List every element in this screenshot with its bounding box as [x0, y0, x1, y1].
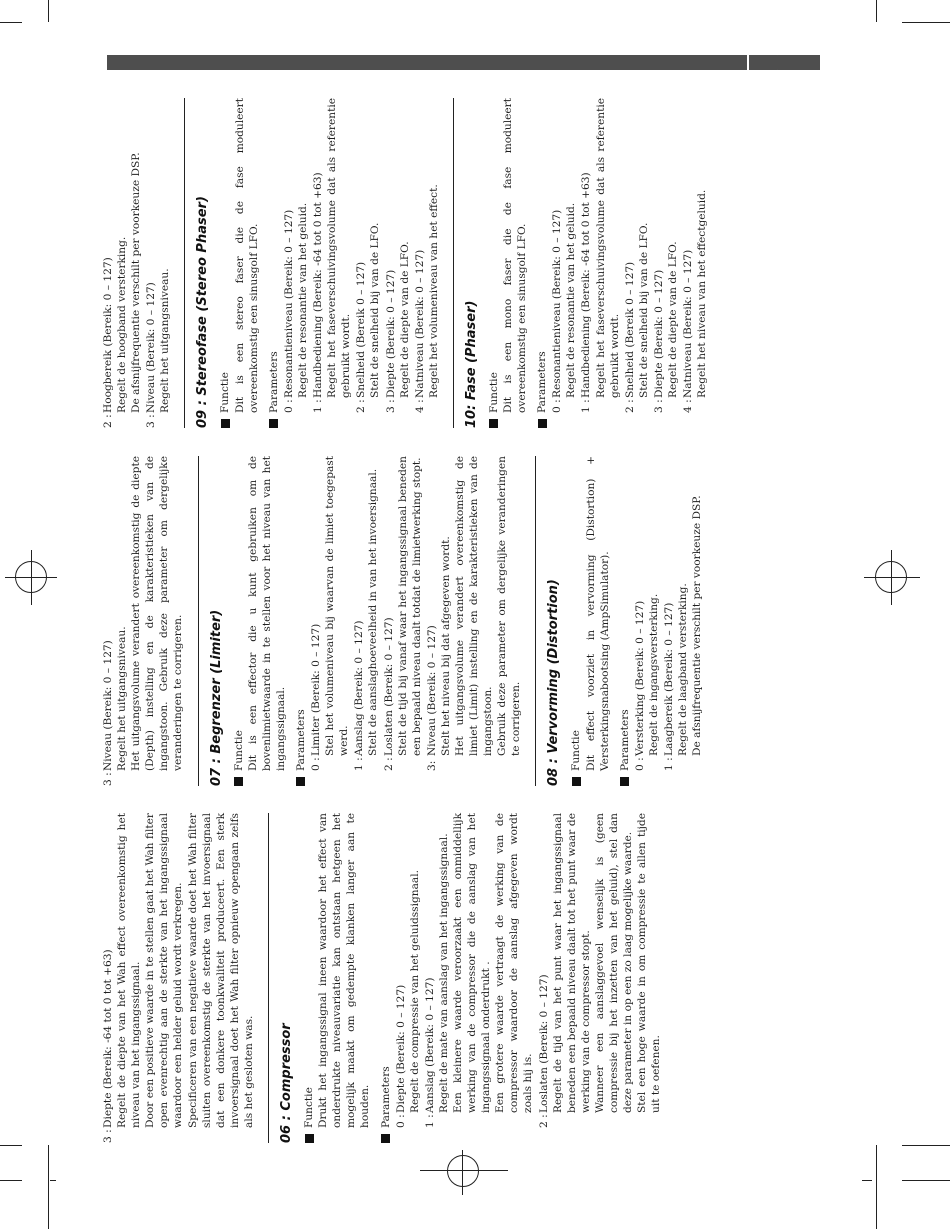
item-line: Regelt het niveau van het effectgeluid. — [696, 189, 709, 398]
crop-mark — [876, 0, 877, 22]
item-desc: Regelt de diepte van het Wah effect overeenkomstig het niveau van het ingangssignaal. — [116, 813, 143, 1128]
item-line: De afsnijfrequentie verschilt per voorkeuze DSP. — [130, 152, 143, 413]
functie-label: Functie — [303, 1087, 316, 1128]
item-title: Niveau (Bereik: 0 – 127) — [102, 640, 114, 771]
item-line: Regelt de diepte van de LFO. — [398, 241, 411, 398]
section-heading: 07 : Begrenzer (Limiter) — [198, 456, 225, 786]
item-title: Handbediening (Bereik: -64 tot 0 tot +63) — [312, 172, 325, 398]
column-2 — [100, 456, 704, 786]
functie-text: Dit effect voorziet in vervorming (Distortion) + Versterkingsnabootsing (AmpSimulator). — [584, 456, 611, 771]
registration-circle — [875, 561, 907, 593]
functie-text: Drukt het ingangssignal ineen waardoor het effect van onderdrukte niveauvariatie kan ontstaan hetgeen het mogelijk maakt om gedempte klanken langer aan te houden. — [317, 813, 372, 1128]
square-bullet-icon — [234, 777, 243, 786]
item-number: 1 : — [580, 399, 593, 413]
item-number: 2 : — [102, 414, 114, 428]
item-line: Regelt het faseverschuivingsvolume dat als referentie gebruikt wordt. — [326, 98, 353, 398]
section-heading: 10: Fase (Phaser) — [453, 98, 480, 428]
item-desc: Regelt het uitgangsniveau. — [116, 626, 129, 771]
crop-mark — [0, 1180, 22, 1181]
functie-text: Dit is een effector die u kunt gebruiken om de bovenlimietwaarde in te stellen voor het niveau van het ingangssignaal. — [246, 456, 287, 771]
item-title: Niveau (Bereik: 0 – 127) — [425, 625, 438, 756]
item-paragraph: Door een positieve waarde in te stellen gaat het Wah filter open evenrechtig aan de sterkte van het ingangssignaal waardoor een helder geluid wordt verkregen. — [144, 813, 185, 1128]
item-title: Diepte (Bereik: 0 – 127) — [384, 269, 397, 398]
item-title: Laagbereik (Bereik: 0 – 127) — [663, 602, 675, 756]
square-bullet-icon — [296, 777, 305, 786]
crop-mark — [876, 1145, 877, 1229]
item-number: 0 : — [551, 399, 564, 413]
item-line: Regelt de hoogband versterking. — [116, 236, 129, 413]
item-title: Aanslag (Bereik: 0 – 127) — [353, 620, 366, 756]
item-title: Handbediening (Bereik: -64 tot 0 tot +63) — [580, 172, 593, 398]
param-list — [309, 456, 523, 786]
item-line: Regelt de mate van aanslag van het ingangssignaal. — [437, 833, 450, 1113]
item-number: 4 : — [682, 399, 695, 413]
functie-label: Functie — [232, 730, 245, 771]
item-line: Stelt de aanslaghoeveelheid in van het invoersignaal. — [367, 468, 380, 756]
item-title: Loslaten (Bereik: 0 – 127) — [382, 617, 395, 756]
item-line: Stel het volumeniveau bij waarvan de limiet toegepast werd. — [324, 456, 351, 756]
crop-mark — [902, 1145, 950, 1146]
section-heading: 09 : Stereofase (Stereo Phaser) — [184, 98, 211, 428]
item-number: 2 : — [382, 757, 395, 771]
functie-text: Dit is een mono faser die de fase moduleert overeenkomstig een sinusgolf LFO. — [501, 98, 529, 413]
item-number: 0 : — [282, 399, 295, 413]
item-title: Niveau (Bereik: 0 – 127) — [145, 282, 158, 413]
crop-mark — [48, 0, 49, 22]
item-title: Hoogbereik (Bereik: 0 – 127) — [102, 257, 114, 413]
item-line: Wanneer een aanslaggevoel wenselijk is (geen compressie bij het inzetten van het geluid), stel dan deze parameter in op een zo laag mogelijke waarde. — [593, 813, 635, 1113]
column-1 — [100, 813, 663, 1143]
item-line: Regelt de diepte van de LFO. — [667, 241, 679, 398]
item-title: Loslaten (Bereik: 0 – 127) — [537, 974, 550, 1113]
item-line: Regelt de resonantie van het geluid. — [565, 202, 578, 398]
crop-mark — [862, 1180, 872, 1181]
item-line: Regelt de compressie van het geluidssignaal. — [408, 870, 421, 1113]
params-label: Parameters — [294, 709, 307, 771]
item-line: Een kleinere waarde veroorzaakt een onmiddellijk werking van de compressor die de aanslag van het ingangssignaal onderdrukt . — [451, 813, 493, 1113]
item-number: 1 : — [423, 1114, 436, 1128]
crop-mark — [0, 1145, 22, 1146]
square-bullet-icon — [305, 1134, 314, 1143]
item-line: Regelt het uitgangsniveau. — [159, 268, 172, 413]
crop-mark — [50, 1180, 56, 1181]
item-number: 3: — [425, 760, 438, 771]
item-title: Aanslag (Bereik: 0 – 127) — [423, 977, 436, 1113]
item-title: Versterking (Bereik: 0 – 127) — [633, 600, 646, 756]
item-title: Resonantieniveau (Bereik: 0 – 127) — [551, 209, 564, 398]
item-number: 1 : — [353, 757, 366, 771]
square-bullet-icon — [269, 419, 278, 428]
item-line: Stelt de tijd bij vanaf waar het ingangssignaal beneden een bepaald niveau daalt totdat de limietwerking stopt. — [396, 456, 423, 756]
item-title: Natniveau (Bereik: 0 – 127) — [413, 249, 426, 398]
param-list — [282, 98, 441, 428]
params-label: Parameters — [267, 351, 280, 413]
item-number: 3 : — [652, 399, 665, 413]
item-number: 3 : — [102, 772, 114, 786]
item-title: Diepte (Bereik: -64 tot 0 tot +63) — [102, 949, 114, 1128]
item-number: 1 : — [312, 399, 325, 413]
item-line: Een grotere waarde vertraagt de werking van de compressor waardoor de aanslag afgegeven wordt zoals hij is. — [494, 813, 535, 1113]
item-title: Natniveau (Bereik: 0 – 127) — [682, 249, 695, 398]
square-bullet-icon — [381, 1134, 390, 1143]
registration-circle — [15, 561, 47, 593]
functie-label: Functie — [219, 372, 232, 413]
item-title: Snelheid (Bereik 0 – 127) — [355, 261, 368, 398]
item-line: Stelt de snelheid bij van de LFO. — [369, 222, 382, 398]
banner-tail — [778, 55, 820, 70]
item-line: Stelt de snelheid bij van de LFO. — [637, 222, 650, 398]
item-number: 3 : — [145, 414, 158, 428]
item-line: Regelt de ingangsversterking. — [647, 593, 660, 756]
param-list — [633, 456, 704, 786]
item-paragraph: Specificeren van een negatieve waarde doet het Wah filter sluiten overeenkomstig de sterkte van het invoersignaal dat een donkere toonkwaliteit produceert. Een sterk invoersignaal doet het Wah filter opnieuw opengaan zelfs als het gesloten was. — [186, 813, 255, 1128]
item-number: 0 : — [310, 757, 323, 771]
registration-circle — [447, 1155, 479, 1187]
item-number: 3 : — [384, 399, 397, 413]
item-line: Regelt de resonantie van het geluid. — [296, 202, 309, 398]
item-line: Gebruik deze parameter om dergelijke veranderingen te corrigeren. — [496, 456, 523, 756]
functie-label: Functie — [570, 730, 583, 771]
item-paragraph: Het uitgangsvolume verandert overeenkomstig de diepte (Depth) instelling en de karakteristieken van de ingangstoon. Gebruik deze parameter om dergelijke veranderingen te corrigeren. — [130, 456, 185, 771]
square-bullet-icon — [489, 419, 498, 428]
functie-text: Dit is een stereo faser die de fase moduleert overeenkomstig een sinusgolf LFO. — [233, 98, 260, 413]
item-number: 2 : — [623, 399, 636, 413]
params-label: Parameters — [379, 1066, 392, 1128]
section-heading: 06 : Compressor — [268, 813, 295, 1143]
param-list — [394, 813, 664, 1143]
crop-mark — [902, 1180, 950, 1181]
crop-mark — [902, 22, 950, 23]
crop-mark — [48, 1145, 49, 1229]
section-heading: 08 : Vervorming (Distortion) — [535, 456, 562, 786]
square-bullet-icon — [221, 419, 230, 428]
item-line: Stel een hoge waarde in om compressie te allen tijde uit te oefenen. — [636, 813, 663, 1113]
item-line: De afsnijfrequentie verschilt per voorkeuze DSP. — [691, 495, 704, 756]
depth-item — [101, 813, 256, 1143]
square-bullet-icon — [620, 777, 629, 786]
functie-label: Functie — [487, 372, 500, 413]
item-number: 2 : — [537, 1114, 550, 1128]
param-list — [550, 98, 709, 428]
item-number: 0 : — [394, 1114, 407, 1128]
crop-mark — [0, 22, 22, 23]
item-line: Regelt de laagband versterking. — [677, 583, 690, 756]
item-number: 0 : — [633, 757, 646, 771]
item-number: 1 : — [663, 757, 675, 771]
square-bullet-icon — [538, 419, 547, 428]
item-title: Limiter (Bereik: 0 – 127) — [310, 623, 323, 756]
item-title: Diepte (Bereik: 0 – 127) — [394, 984, 407, 1113]
item-number: 3 : — [102, 1129, 114, 1143]
item-number: 4 : — [413, 399, 426, 413]
rotated-page — [100, 98, 830, 1143]
params-label: Parameters — [536, 351, 549, 413]
item-line: Regelt de tijd van het punt waar het ingangssignaal beneden een bepaald niveau daalt tot het punt waar de werking van de compressor stopt. — [551, 813, 592, 1113]
item-line: Stelt het niveau bij dat afgegeven wordt. — [439, 536, 452, 756]
item-title: Diepte (Bereik: 0 – 127) — [652, 269, 665, 398]
item-number: 2 : — [355, 399, 368, 413]
square-bullet-icon — [572, 777, 581, 786]
item-title: Snelheid (Bereik 0 – 127) — [623, 261, 636, 398]
item-line: Het uitgangsvolume verandert overeenkomstig de limiet (Limit) instelling en de karakteristieken van de ingangstoon. — [453, 456, 495, 756]
item-line: Regelt het faseverschuivingsvolume dat als referentie gebruikt wordt. — [594, 98, 621, 398]
header-banner — [107, 55, 747, 70]
params-label: Parameters — [618, 709, 631, 771]
item-line: Regelt het volumeniveau van het effect. — [427, 184, 440, 398]
item-title: Resonantieniveau (Bereik: 0 – 127) — [282, 209, 295, 398]
column-3 — [100, 98, 709, 428]
niveau-item — [101, 456, 186, 786]
